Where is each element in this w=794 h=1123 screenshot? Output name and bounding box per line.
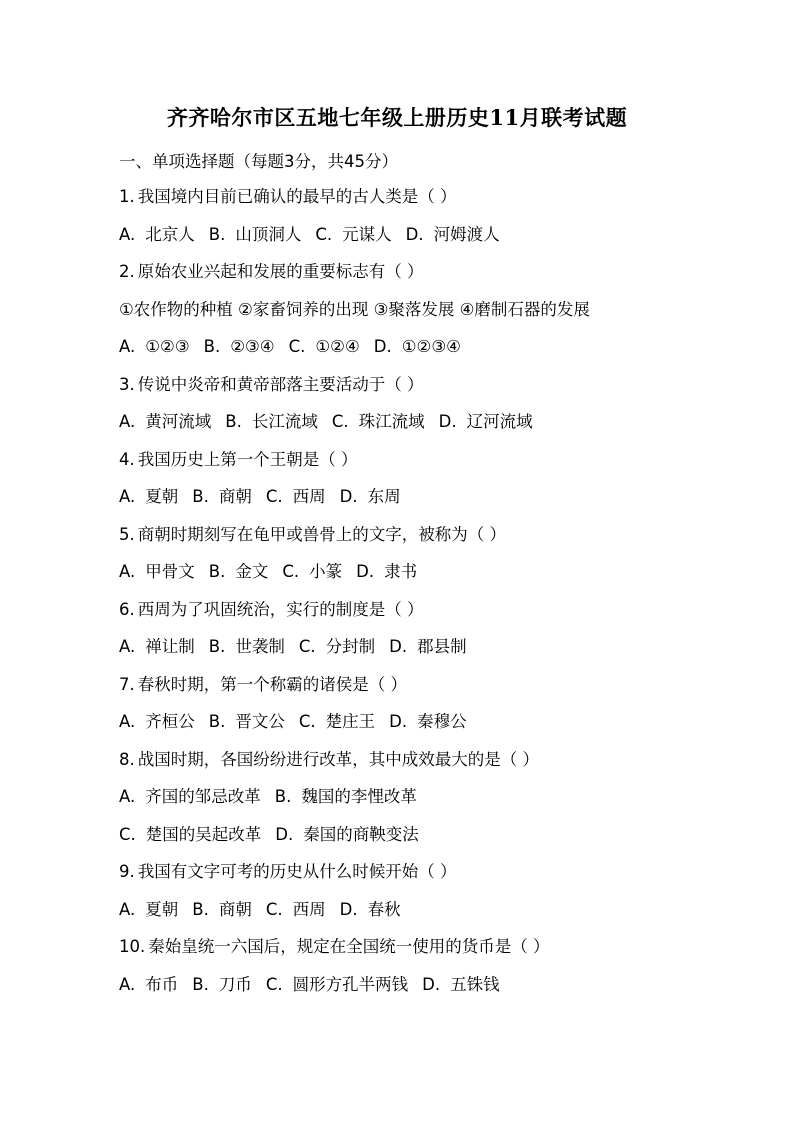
answer-option (119, 403, 211, 441)
option-text: 辽河流域 (466, 412, 533, 431)
question-text (119, 516, 739, 554)
answer-option (422, 966, 499, 1004)
answer-option (192, 966, 252, 1004)
option-letter: B. (208, 637, 226, 656)
option-text: 夏朝 (145, 899, 179, 919)
option-text: 禅让制 (145, 637, 195, 656)
option-row (119, 478, 739, 516)
option-row (119, 891, 739, 929)
answer-option (119, 216, 195, 254)
answer-option (119, 628, 195, 666)
option-text: 晋文公 (235, 712, 285, 731)
question-number: 1. (119, 187, 135, 206)
option-row (119, 553, 739, 591)
question-text (119, 591, 739, 629)
question-number: 7. (119, 674, 135, 694)
option-letter: B. (225, 412, 242, 431)
answer-option (356, 553, 417, 591)
option-text: 郡县制 (417, 637, 467, 656)
option-row (119, 778, 739, 816)
option-letter: B. (192, 487, 209, 506)
question-text (119, 666, 739, 704)
answer-option (275, 816, 418, 854)
answer-option (209, 703, 285, 741)
section-heading: 一、单项选择题（每题3分，共45分） (119, 152, 398, 171)
option-text: 刀币 (218, 974, 252, 994)
option-text: 东周 (367, 487, 401, 506)
answer-option (282, 553, 342, 591)
option-text: 小篆 (309, 562, 343, 581)
option-letter: D. (373, 337, 392, 356)
option-letter: A. (119, 337, 136, 356)
option-text: 西周 (292, 487, 326, 506)
option-text: 秦国的商鞅变法 (303, 824, 419, 844)
option-text: ①②④ (315, 337, 360, 356)
answer-option (119, 966, 178, 1004)
option-letter: B. (192, 899, 209, 919)
option-text: 商朝 (218, 899, 252, 919)
option-letter: B. (192, 974, 209, 994)
option-letter: C. (331, 412, 349, 431)
answer-option (119, 553, 195, 591)
option-letter: A. (119, 974, 136, 994)
answer-option (299, 703, 375, 741)
option-text: 秦穆公 (417, 712, 467, 731)
option-letter: D. (275, 824, 294, 844)
option-row (119, 816, 739, 854)
option-row (119, 966, 739, 1004)
answer-option (299, 628, 375, 666)
answer-option (340, 478, 401, 516)
option-text: 春秋 (367, 899, 401, 919)
question-list (119, 178, 739, 1003)
option-letter: D. (389, 712, 408, 731)
option-letter: C. (265, 487, 283, 506)
question-number: 5. (119, 524, 135, 544)
answer-option (192, 891, 252, 929)
answer-option (275, 778, 417, 816)
option-row (119, 628, 739, 666)
answer-option (209, 553, 269, 591)
option-text: 珠江流域 (358, 412, 425, 431)
question-number: 9. (119, 862, 135, 881)
question-stem: 战国时期，各国纷纷进行改革，其中成效最大的是（ ） (137, 749, 539, 769)
option-row (119, 403, 739, 441)
answer-option (192, 478, 252, 516)
option-letter: A. (119, 487, 136, 506)
option-letter: C. (282, 562, 300, 581)
answer-option (209, 628, 285, 666)
option-letter: C. (119, 824, 136, 844)
option-letter: C. (288, 337, 306, 356)
option-letter: D. (356, 562, 375, 581)
answer-option (389, 703, 466, 741)
question-number: 8. (119, 749, 135, 769)
answer-option (332, 403, 425, 441)
answer-option (119, 891, 178, 929)
option-text: 魏国的李悝改革 (301, 787, 417, 806)
option-letter: A. (119, 637, 136, 656)
option-text: ②③④ (230, 337, 275, 356)
answer-option (119, 478, 178, 516)
question-number: 3. (119, 374, 135, 394)
question-text (119, 366, 739, 404)
option-text: 五铢钱 (450, 974, 500, 994)
question-stem: 商朝时期刻写在龟甲或兽骨上的文字，被称为（ ） (137, 524, 506, 544)
question-text (119, 178, 739, 216)
answer-option (439, 403, 533, 441)
option-letter: C. (298, 637, 316, 656)
option-text: 长江流域 (251, 412, 318, 431)
option-letter: D. (339, 487, 358, 506)
option-letter: C. (265, 974, 283, 994)
question-stem: 春秋时期，第一个称霸的诸侯是（ ） (137, 674, 407, 694)
question-stem: 我国有文字可考的历史从什么时候开始（ ） (137, 862, 457, 881)
option-letter: B. (208, 562, 226, 581)
option-letter: D. (405, 224, 424, 244)
answer-option (406, 216, 500, 254)
answer-option (389, 628, 466, 666)
question-text (119, 441, 739, 479)
option-letter: B. (203, 337, 221, 356)
option-letter: A. (119, 712, 136, 731)
answer-option (266, 966, 408, 1004)
option-letter: B. (208, 224, 226, 244)
option-text: 楚庄王 (325, 712, 376, 731)
question-number: 10. (119, 937, 146, 956)
option-letter: B. (274, 787, 292, 806)
option-row (119, 216, 739, 254)
option-text: 隶书 (384, 562, 418, 581)
answer-option (119, 778, 261, 816)
option-letter: C. (265, 899, 283, 919)
option-text: 齐国的邹忌改革 (145, 787, 261, 806)
question-number: 6. (119, 599, 135, 619)
question-stem: 西周为了巩固统治，实行的制度是（ ） (137, 599, 424, 619)
option-row (119, 328, 739, 366)
option-letter: A. (119, 899, 136, 919)
answer-option (340, 891, 401, 929)
question-stem: 原始农业兴起和发展的重要标志有（ ） (137, 262, 424, 281)
option-letter: D. (438, 412, 457, 431)
option-text: 齐桓公 (145, 712, 195, 731)
option-letter: D. (339, 899, 358, 919)
answer-option (204, 328, 275, 366)
exam-title: 齐齐哈尔市区五地七年级上册历史11月联考试题 (166, 105, 628, 130)
answer-option (225, 403, 318, 441)
option-text: 夏朝 (145, 487, 179, 506)
option-text: ①②③④ (401, 337, 461, 356)
answer-option (209, 216, 302, 254)
question-text (119, 928, 739, 966)
question-stem: 传说中炎帝和黄帝部落主要活动于（ ） (137, 374, 424, 394)
option-text: 元谋人 (342, 224, 392, 244)
option-letter: B. (208, 712, 226, 731)
option-text: 北京人 (145, 224, 195, 244)
option-text: 河姆渡人 (433, 224, 500, 244)
option-text: 甲骨文 (145, 562, 195, 581)
question-number: 4. (119, 449, 135, 469)
option-text: 商朝 (218, 487, 252, 506)
option-row (119, 703, 739, 741)
option-text: 楚国的吴起改革 (145, 824, 262, 844)
answer-option (266, 478, 326, 516)
option-text: 圆形方孔半两钱 (292, 974, 409, 994)
option-text: 黄河流域 (145, 412, 212, 431)
answer-option (119, 816, 261, 854)
option-letter: A. (119, 787, 136, 806)
answer-option (315, 216, 391, 254)
option-letter: C. (298, 712, 316, 731)
option-letter: D. (389, 637, 408, 656)
answer-option (374, 328, 461, 366)
option-text: 世袭制 (235, 637, 285, 656)
question-statements: ①农作物的种植 ②家畜饲养的出现 ③聚落发展 ④磨制石器的发展 (119, 299, 590, 319)
question-text (119, 253, 739, 291)
option-text: 西周 (292, 899, 326, 919)
answer-option (119, 328, 190, 366)
option-text: ①②③ (145, 337, 190, 356)
question-stem: 秦始皇统一六国后，规定在全国统一使用的货币是（ ） (148, 937, 550, 956)
answer-option (266, 891, 326, 929)
option-letter: A. (119, 562, 136, 581)
option-text: 布币 (145, 974, 179, 994)
question-text (119, 853, 739, 891)
option-letter: A. (119, 412, 136, 431)
question-number: 2. (119, 262, 135, 281)
answer-option (119, 703, 195, 741)
question-text (119, 741, 739, 779)
option-letter: A. (119, 224, 136, 244)
option-letter: D. (422, 974, 441, 994)
question-stem: 我国境内目前已确认的最早的古人类是（ ） (137, 187, 457, 206)
option-text: 金文 (235, 562, 269, 581)
answer-option (289, 328, 360, 366)
option-text: 山顶洞人 (235, 224, 302, 244)
question-stem: 我国历史上第一个王朝是（ ） (137, 449, 358, 469)
option-text: 分封制 (325, 637, 376, 656)
option-letter: C. (315, 224, 333, 244)
